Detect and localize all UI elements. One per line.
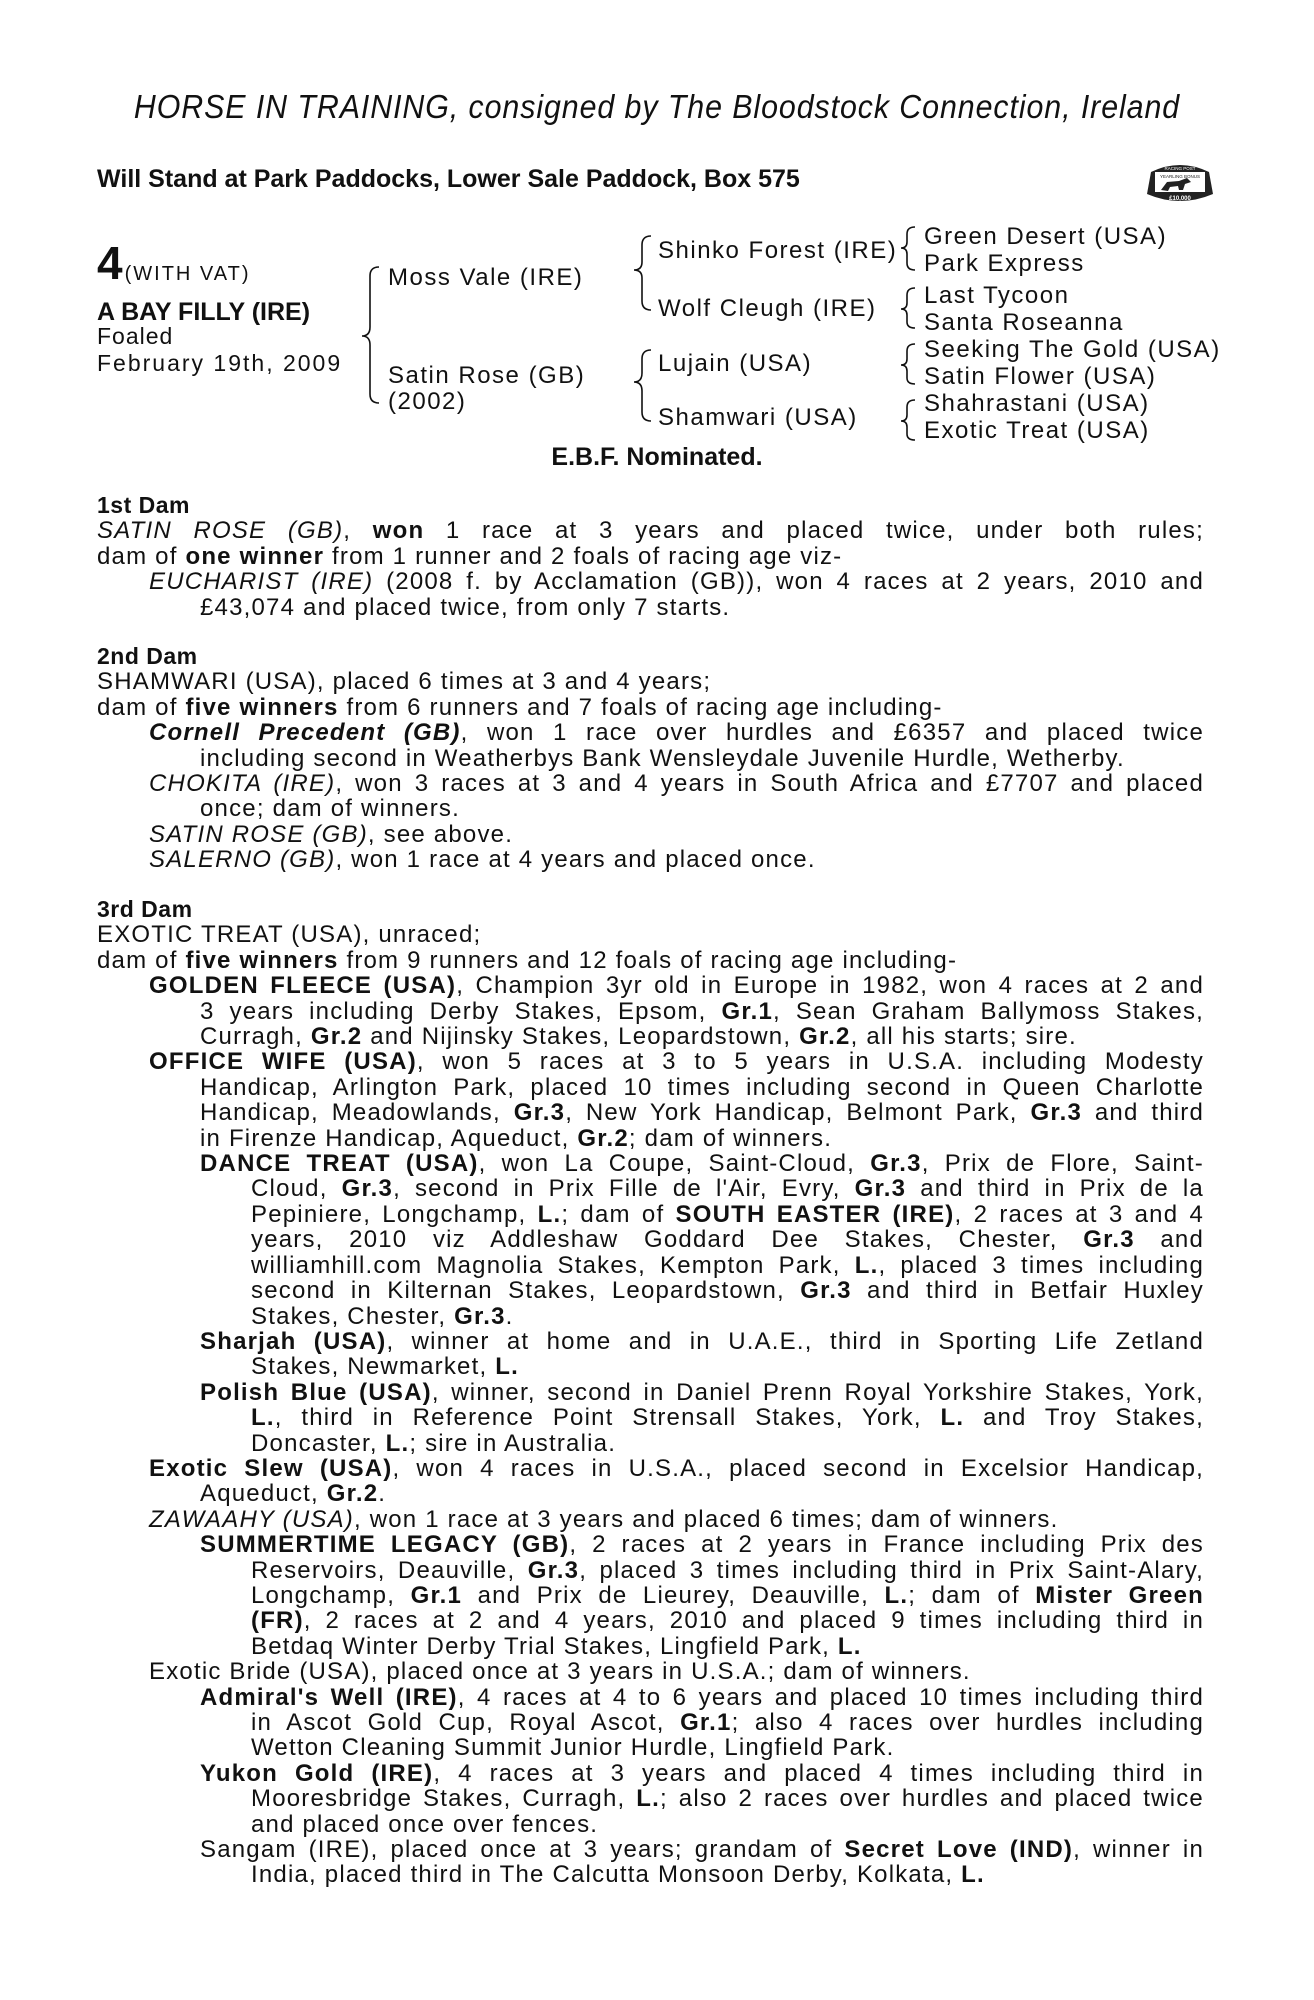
first-dam-section: 1st Dam SATIN ROSE (GB), won 1 race at 3 years and placed twice, under both rules; dam of one winner from 1 runner and 2 foals of racing age viz- EUCHARIST (IRE) (2008 f. by Acclamation (GB)), won 4 races at 2 years, 2010 and £43,074 and placed twice, from only 7 starts.	[97, 492, 1204, 621]
section-heading: 2nd Dam	[97, 643, 198, 669]
foaled-date: February 19th, 2009	[97, 350, 343, 376]
pedigree-gen3: Green Desert (USA)	[924, 223, 1168, 250]
pedigree-dam-dam: Shamwari (USA)	[658, 404, 858, 431]
pedigree-gen3: Last Tycoon	[924, 282, 1070, 309]
lot-number: 4	[97, 237, 123, 289]
pedigree-dam-sire: Lujain (USA)	[658, 350, 813, 377]
pedigree-gen3: Santa Roseanna	[924, 309, 1124, 336]
logo-text-mid: YEARLING BONUS	[1159, 174, 1201, 179]
third-dam-section: 3rd Dam EXOTIC TREAT (USA), unraced; dam of five winners from 9 runners and 12 foals of racing age including- GOLDEN FLEECE (USA), Champion 3yr old in Europe in 1982, won 4 races at 2 and 3 years including Derby Stakes, Epsom, Gr.1, Sean Graham Ballymoss Stakes, Curragh, Gr.2 and Nijinsky Stakes, Leopardstown, Gr.2, all his starts; sire. OFFICE WIFE (USA), won 5 races at 3 to 5 years in U.S.A. including Modesty Handicap, Arlington Park, placed 10 times including second in Queen Charlotte Handicap, Meadowlands, Gr.3, New York Handicap, Belmont Park, Gr.3 and third in Firenze Handicap, Aqueduct, Gr.2; dam of winners. DANCE TREAT (USA), won La Coupe, Saint-Cloud, Gr.3, Prix de Flore, Saint- Cloud, Gr.3, second in Prix Fille de l'Air, Evry, Gr.3 and third in Prix de la Pepiniere, Longchamp, L.; dam of SOUTH EASTER (IRE), 2 races at 3 and 4 years, 2010 viz Addleshaw Goddard Dee Stakes, Chester, Gr.3 and williamhill.com Magnolia Stakes, Kempton Park, L., placed 3 times including second in Kilternan Stakes, Leopardstown, Gr.3 and third in Betfair Huxley Stakes, Chester, Gr.3. Sharjah (USA), winner at home and in U.A.E., third in Sporting Life Zetland Stakes, Newmarket, L. Polish Blue (USA), winner, second in Daniel Prenn Royal Yorkshire Stakes, York, L., third in Reference Point Strensall Stakes, York, L. and Troy Stakes, Doncaster, L.; sire in Australia. Exotic Slew (USA), won 4 races in U.S.A., placed second in Excelsior Handicap, Aqueduct, Gr.2. ZAWAAHY (USA), won 1 race at 3 years and placed 6 times; dam of winners. SUMMERTIME LEGACY (GB), 2 races at 2 years in France including Prix des Reservoirs, Deauville, Gr.3, placed 3 times including third in Prix Saint-Alary, Longchamp, Gr.1 and Prix de Lieurey, Deauville, L.; dam of Mister Green (FR), 2 races at 2 and 4 years, 2010 and placed 9 times including third in Betdaq Winter Derby Trial Stakes, Lingfield Park, L. Exotic Bride (USA), placed once at 3 years in U.S.A.; dam of winners. Admiral's Well (IRE), 4 races at 4 to 6 years and placed 10 times including third in Ascot Gold Cup, Royal Ascot, Gr.1; also 4 races over hurdles including Wetton Cleaning Summit Junior Hurdle, Lingfield Park. Yukon Gold (IRE), 4 races at 3 years and placed 4 times including third in Mooresbridge Stakes, Curragh, L.; also 2 races over hurdles and placed twice and placed once over fences. Sangam (IRE), placed once at 3 years; grandam of Secret Love (IND), winner in India, placed third in The Calcutta Monsoon Derby, Kolkata, L.	[97, 896, 1205, 1889]
pedigree-dam: Satin Rose (GB)	[388, 362, 586, 389]
second-dam-section: 2nd Dam SHAMWARI (USA), placed 6 times at 3 and 4 years; dam of five winners from 6 runners and 7 foals of racing age including- Cornell Precedent (GB), won 1 race over hurdles and £6357 and placed twice including second in Weatherbys Bank Wensleydale Juvenile Hurdle, Wetherby. CHOKITA (IRE), won 3 races at 3 and 4 years in South Africa and £7707 and placed once; dam of winners. SATIN ROSE (GB), see above. SALERNO (GB), won 1 race at 4 years and placed once.	[97, 643, 1205, 874]
pedigree-dam-year: (2002)	[388, 388, 467, 415]
foaled-label: Foaled	[97, 323, 174, 349]
stand-location: Will Stand at Park Paddocks, Lower Sale Paddock, Box 575	[97, 165, 800, 193]
pedigree-gen3: Satin Flower (USA)	[924, 363, 1157, 390]
logo-text-top: RACING POST	[1164, 166, 1196, 171]
section-heading: 1st Dam	[97, 492, 190, 518]
section-heading: 3rd Dam	[97, 896, 193, 922]
pedigree-gen3: Park Express	[924, 250, 1085, 277]
pedigree-sire: Moss Vale (IRE)	[388, 264, 584, 291]
pedigree-gen3: Seeking The Gold (USA)	[924, 336, 1221, 363]
pedigree-gen3: Exotic Treat (USA)	[924, 417, 1150, 444]
pedigree-sire-dam: Wolf Cleugh (IRE)	[658, 295, 877, 322]
horse-name: A BAY FILLY (IRE)	[97, 298, 311, 326]
ebf-nominated: E.B.F. Nominated.	[551, 443, 763, 471]
page-header: HORSE IN TRAINING, consigned by The Bloodstock Connection, Ireland	[133, 88, 1181, 125]
pedigree-gen3: Shahrastani (USA)	[924, 390, 1150, 417]
pedigree-sire-sire: Shinko Forest (IRE)	[658, 237, 898, 264]
logo-text-bottom: £10,000	[1169, 196, 1191, 202]
vat-label: (WITH VAT)	[124, 263, 251, 285]
